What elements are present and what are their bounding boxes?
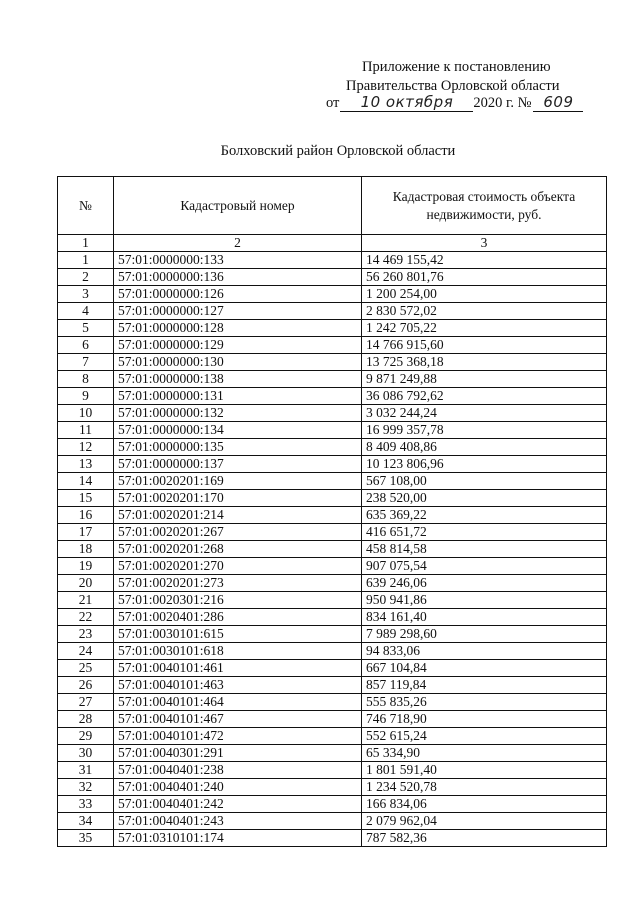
column-header-value: Кадастровая стоимость объекта недвижимости, руб. xyxy=(362,177,607,235)
table-row xyxy=(58,728,607,745)
cadastral-number: 57:01:0000000:127 xyxy=(114,303,362,320)
cadastral-value: 65 334,90 xyxy=(362,745,607,762)
cadastral-number: 57:01:0040101:464 xyxy=(114,694,362,711)
appendix-title: Приложение к постановлению xyxy=(362,59,551,75)
table-row xyxy=(58,439,607,456)
cadastral-number: 57:01:0020201:267 xyxy=(114,524,362,541)
cadastral-value: 834 161,40 xyxy=(362,609,607,626)
cadastral-value: 94 833,06 xyxy=(362,643,607,660)
cadastral-value: 639 246,06 xyxy=(362,575,607,592)
column-header-cadastral: Кадастровый номер xyxy=(114,177,362,235)
row-number: 30 xyxy=(58,745,114,762)
cadastral-number: 57:01:0040401:243 xyxy=(114,813,362,830)
cadastral-value: 10 123 806,96 xyxy=(362,456,607,473)
cadastral-number: 57:01:0000000:134 xyxy=(114,422,362,439)
row-number: 2 xyxy=(58,269,114,286)
cadastral-value: 2 079 962,04 xyxy=(362,813,607,830)
cadastral-value: 857 119,84 xyxy=(362,677,607,694)
row-number: 27 xyxy=(58,694,114,711)
cadastral-value: 13 725 368,18 xyxy=(362,354,607,371)
row-number: 29 xyxy=(58,728,114,745)
cadastral-number: 57:01:0020401:286 xyxy=(114,609,362,626)
cadastral-value: 1 234 520,78 xyxy=(362,779,607,796)
table-row xyxy=(58,694,607,711)
cadastral-number: 57:01:0000000:133 xyxy=(114,252,362,269)
table-row xyxy=(58,473,607,490)
table-row xyxy=(58,252,607,269)
cadastral-number: 57:01:0000000:130 xyxy=(114,354,362,371)
handwritten-date: 10 октября xyxy=(360,93,454,111)
row-number: 14 xyxy=(58,473,114,490)
cadastral-value: 1 242 705,22 xyxy=(362,320,607,337)
table-row xyxy=(58,269,607,286)
row-number: 10 xyxy=(58,405,114,422)
table-row xyxy=(58,405,607,422)
cadastral-value: 16 999 357,78 xyxy=(362,422,607,439)
cadastral-value: 1 801 591,40 xyxy=(362,762,607,779)
row-number: 20 xyxy=(58,575,114,592)
cadastral-number: 57:01:0040101:467 xyxy=(114,711,362,728)
row-number: 34 xyxy=(58,813,114,830)
cadastral-value: 416 651,72 xyxy=(362,524,607,541)
table-row xyxy=(58,609,607,626)
row-number: 19 xyxy=(58,558,114,575)
cadastral-value: 36 086 792,62 xyxy=(362,388,607,405)
cadastral-number: 57:01:0040301:291 xyxy=(114,745,362,762)
table-row xyxy=(58,456,607,473)
row-number: 12 xyxy=(58,439,114,456)
table-row xyxy=(58,320,607,337)
row-number: 1 xyxy=(58,252,114,269)
row-number: 4 xyxy=(58,303,114,320)
cadastral-number: 57:01:0020201:270 xyxy=(114,558,362,575)
cadastral-value: 14 766 915,60 xyxy=(362,337,607,354)
cadastral-number: 57:01:0000000:132 xyxy=(114,405,362,422)
cadastral-value: 787 582,36 xyxy=(362,830,607,847)
row-number: 28 xyxy=(58,711,114,728)
cadastral-number: 57:01:0000000:138 xyxy=(114,371,362,388)
cadastral-number: 57:01:0020201:170 xyxy=(114,490,362,507)
table-row xyxy=(58,660,607,677)
cadastral-value: 3 032 244,24 xyxy=(362,405,607,422)
cadastral-number: 57:01:0310101:174 xyxy=(114,830,362,847)
from-label: от xyxy=(326,95,340,111)
table-row xyxy=(58,762,607,779)
handwritten-number: 609 xyxy=(543,93,574,111)
cadastral-number: 57:01:0040101:472 xyxy=(114,728,362,745)
cadastral-number: 57:01:0000000:135 xyxy=(114,439,362,456)
row-number: 6 xyxy=(58,337,114,354)
table-row xyxy=(58,830,607,847)
row-number: 5 xyxy=(58,320,114,337)
cadastral-number: 57:01:0020201:268 xyxy=(114,541,362,558)
column-number-3: 3 xyxy=(362,235,607,252)
row-number: 35 xyxy=(58,830,114,847)
cadastral-value: 552 615,24 xyxy=(362,728,607,745)
cadastral-value: 635 369,22 xyxy=(362,507,607,524)
table-body xyxy=(58,252,607,847)
cadastral-value: 2 830 572,02 xyxy=(362,303,607,320)
row-number: 3 xyxy=(58,286,114,303)
cadastral-number: 57:01:0020301:216 xyxy=(114,592,362,609)
row-number: 13 xyxy=(58,456,114,473)
cadastral-number: 57:01:0030101:618 xyxy=(114,643,362,660)
number-field xyxy=(533,94,583,112)
table-row xyxy=(58,745,607,762)
cadastral-number: 57:01:0020201:169 xyxy=(114,473,362,490)
cadastral-number: 57:01:0040401:242 xyxy=(114,796,362,813)
row-number: 9 xyxy=(58,388,114,405)
appendix-issuer: Правительства Орловской области xyxy=(346,78,560,94)
row-number: 16 xyxy=(58,507,114,524)
row-number: 21 xyxy=(58,592,114,609)
row-number: 15 xyxy=(58,490,114,507)
table-row xyxy=(58,388,607,405)
table-row xyxy=(58,626,607,643)
row-number: 8 xyxy=(58,371,114,388)
table-row xyxy=(58,337,607,354)
column-number-1: 1 xyxy=(58,235,114,252)
table-row xyxy=(58,303,607,320)
row-number: 33 xyxy=(58,796,114,813)
cadastral-number: 57:01:0040101:463 xyxy=(114,677,362,694)
row-number: 24 xyxy=(58,643,114,660)
cadastral-number: 57:01:0020201:214 xyxy=(114,507,362,524)
table-row xyxy=(58,813,607,830)
table-row xyxy=(58,643,607,660)
cadastral-value: 9 871 249,88 xyxy=(362,371,607,388)
cadastral-value: 667 104,84 xyxy=(362,660,607,677)
table-row xyxy=(58,507,607,524)
appendix-date-line xyxy=(326,94,583,112)
cadastral-value: 8 409 408,86 xyxy=(362,439,607,456)
table-row xyxy=(58,575,607,592)
table-row xyxy=(58,541,607,558)
cadastral-value: 746 718,90 xyxy=(362,711,607,728)
row-number: 18 xyxy=(58,541,114,558)
cadastral-value: 7 989 298,60 xyxy=(362,626,607,643)
table-row xyxy=(58,422,607,439)
column-number-row xyxy=(58,235,607,252)
cadastral-number: 57:01:0000000:129 xyxy=(114,337,362,354)
row-number: 26 xyxy=(58,677,114,694)
table-row xyxy=(58,711,607,728)
date-field xyxy=(340,94,473,112)
cadastral-number: 57:01:0040101:461 xyxy=(114,660,362,677)
column-header-number: № xyxy=(58,177,114,235)
row-number: 32 xyxy=(58,779,114,796)
column-number-2: 2 xyxy=(114,235,362,252)
table-row xyxy=(58,779,607,796)
row-number: 17 xyxy=(58,524,114,541)
year-number-label: 2020 г. № xyxy=(473,95,532,111)
row-number: 11 xyxy=(58,422,114,439)
row-number: 23 xyxy=(58,626,114,643)
cadastral-value: 14 469 155,42 xyxy=(362,252,607,269)
region-title: Болховский район Орловской области xyxy=(220,143,456,159)
cadastral-number: 57:01:0030101:615 xyxy=(114,626,362,643)
cadastral-number: 57:01:0020201:273 xyxy=(114,575,362,592)
table-row xyxy=(58,354,607,371)
cadastral-value: 567 108,00 xyxy=(362,473,607,490)
cadastral-value: 950 941,86 xyxy=(362,592,607,609)
cadastral-number: 57:01:0040401:238 xyxy=(114,762,362,779)
table-row xyxy=(58,592,607,609)
table-row xyxy=(58,524,607,541)
cadastral-number: 57:01:0000000:126 xyxy=(114,286,362,303)
table-row xyxy=(58,490,607,507)
cadastral-number: 57:01:0000000:136 xyxy=(114,269,362,286)
row-number: 7 xyxy=(58,354,114,371)
cadastral-value: 166 834,06 xyxy=(362,796,607,813)
table-row xyxy=(58,796,607,813)
table-row xyxy=(58,286,607,303)
cadastral-number: 57:01:0000000:131 xyxy=(114,388,362,405)
row-number: 22 xyxy=(58,609,114,626)
table-row xyxy=(58,371,607,388)
row-number: 31 xyxy=(58,762,114,779)
cadastral-value-table xyxy=(57,176,607,847)
cadastral-number: 57:01:0000000:137 xyxy=(114,456,362,473)
cadastral-value: 555 835,26 xyxy=(362,694,607,711)
table-row xyxy=(58,677,607,694)
cadastral-value: 56 260 801,76 xyxy=(362,269,607,286)
cadastral-value: 1 200 254,00 xyxy=(362,286,607,303)
table-row xyxy=(58,558,607,575)
cadastral-number: 57:01:0040401:240 xyxy=(114,779,362,796)
table-header-row xyxy=(58,177,607,235)
cadastral-number: 57:01:0000000:128 xyxy=(114,320,362,337)
cadastral-value: 458 814,58 xyxy=(362,541,607,558)
cadastral-value: 907 075,54 xyxy=(362,558,607,575)
row-number: 25 xyxy=(58,660,114,677)
cadastral-value: 238 520,00 xyxy=(362,490,607,507)
